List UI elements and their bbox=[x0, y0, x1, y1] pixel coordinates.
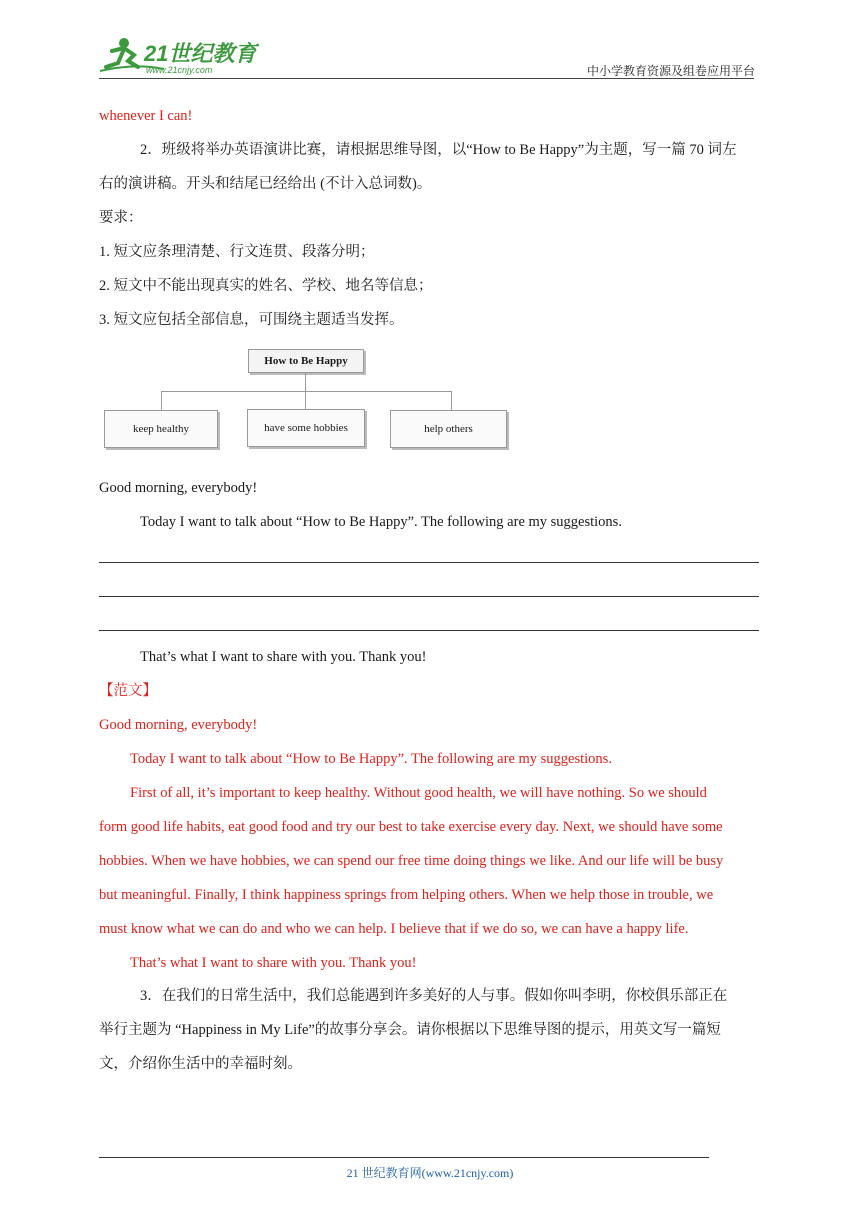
mind-map-connector bbox=[305, 391, 306, 409]
footer-divider bbox=[99, 1157, 709, 1158]
opening-sentence: Today I want to talk about “How to Be Happy”. The following are my suggestions. bbox=[140, 514, 622, 530]
mind-map-connector bbox=[161, 391, 451, 392]
sample-greeting: Good morning, everybody! bbox=[99, 717, 258, 733]
greeting: Good morning, everybody! bbox=[99, 480, 258, 496]
footer-link[interactable]: 21 世纪教育网(www.21cnjy.com) bbox=[346, 1166, 514, 1180]
header-divider bbox=[99, 78, 754, 79]
sample-line-6: must know what we can do and who we can help. I believe that if we do so, we can have a happy life. bbox=[99, 921, 689, 937]
sample-line-2: First of all, it’s important to keep healthy. Without good health, we will have nothing. So we should bbox=[130, 785, 707, 801]
answer-blank-line-3[interactable] bbox=[99, 630, 759, 631]
closing-sentence: That’s what I want to share with you. Thank you! bbox=[140, 649, 427, 665]
mind-map-connector bbox=[451, 391, 452, 410]
answer-blank-line-2[interactable] bbox=[99, 596, 759, 597]
logo-text: 21世纪教育 bbox=[144, 41, 257, 66]
logo-url: www.21cnjy.com bbox=[146, 65, 213, 75]
question-2-line-1: 2．班级将举办英语演讲比赛，请根据思维导图，以“How to Be Happy”为主题，写一篇 70 词左 bbox=[140, 142, 737, 158]
runner-logo-icon bbox=[94, 33, 259, 79]
mind-map-node-hobbies: have some hobbies bbox=[247, 409, 365, 447]
requirements-label: 要求： bbox=[99, 210, 143, 226]
requirement-2: 2. 短文中不能出现真实的姓名、学校、地名等信息； bbox=[99, 278, 433, 294]
question-3-line-3: 文，介绍你生活中的幸福时刻。 bbox=[99, 1056, 302, 1072]
sample-closing: That’s what I want to share with you. Thank you! bbox=[130, 955, 417, 971]
sample-line-5: but meaningful. Finally, I think happiness springs from helping others. When we help those in trouble, we bbox=[99, 887, 714, 903]
mind-map-connector bbox=[305, 373, 306, 391]
platform-title: 中小学教育资源及组卷应用平台 bbox=[586, 64, 755, 78]
requirement-3: 3. 短文应包括全部信息，可围绕主题适当发挥。 bbox=[99, 312, 404, 328]
sample-label: 【范文】 bbox=[99, 683, 157, 699]
mind-map-root: How to Be Happy bbox=[248, 349, 364, 373]
requirement-1: 1. 短文应条理清楚、行文连贯、段落分明； bbox=[99, 244, 375, 260]
mind-map-node-help-others: help others bbox=[390, 410, 507, 448]
mind-map-node-keep-healthy: keep healthy bbox=[104, 410, 218, 448]
question-3-line-1: 3．在我们的日常生活中，我们总能遇到许多美好的人与事。假如你叫李明，你校俱乐部正在 bbox=[140, 988, 728, 1004]
answer-blank-line-1[interactable] bbox=[99, 562, 759, 563]
mind-map-connector bbox=[161, 391, 162, 410]
sample-line-1: Today I want to talk about “How to Be Happy”. The following are my suggestions. bbox=[130, 751, 612, 767]
sample-line-4: hobbies. When we have hobbies, we can spend our free time doing things we like. And our life will be busy bbox=[99, 853, 724, 869]
question-3-line-2: 举行主题为 “Happiness in My Life”的故事分享会。请你根据以下思维导图的提示，用英文写一篇短 bbox=[99, 1022, 721, 1038]
sample-line-3: form good life habits, eat good food and try our best to take exercise every day. Next, we should have some bbox=[99, 819, 723, 835]
previous-answer-tail: whenever I can! bbox=[99, 108, 193, 124]
site-logo bbox=[94, 33, 259, 79]
question-2-line-2: 右的演讲稿。开头和结尾已经给出 (不计入总词数)。 bbox=[99, 176, 432, 192]
